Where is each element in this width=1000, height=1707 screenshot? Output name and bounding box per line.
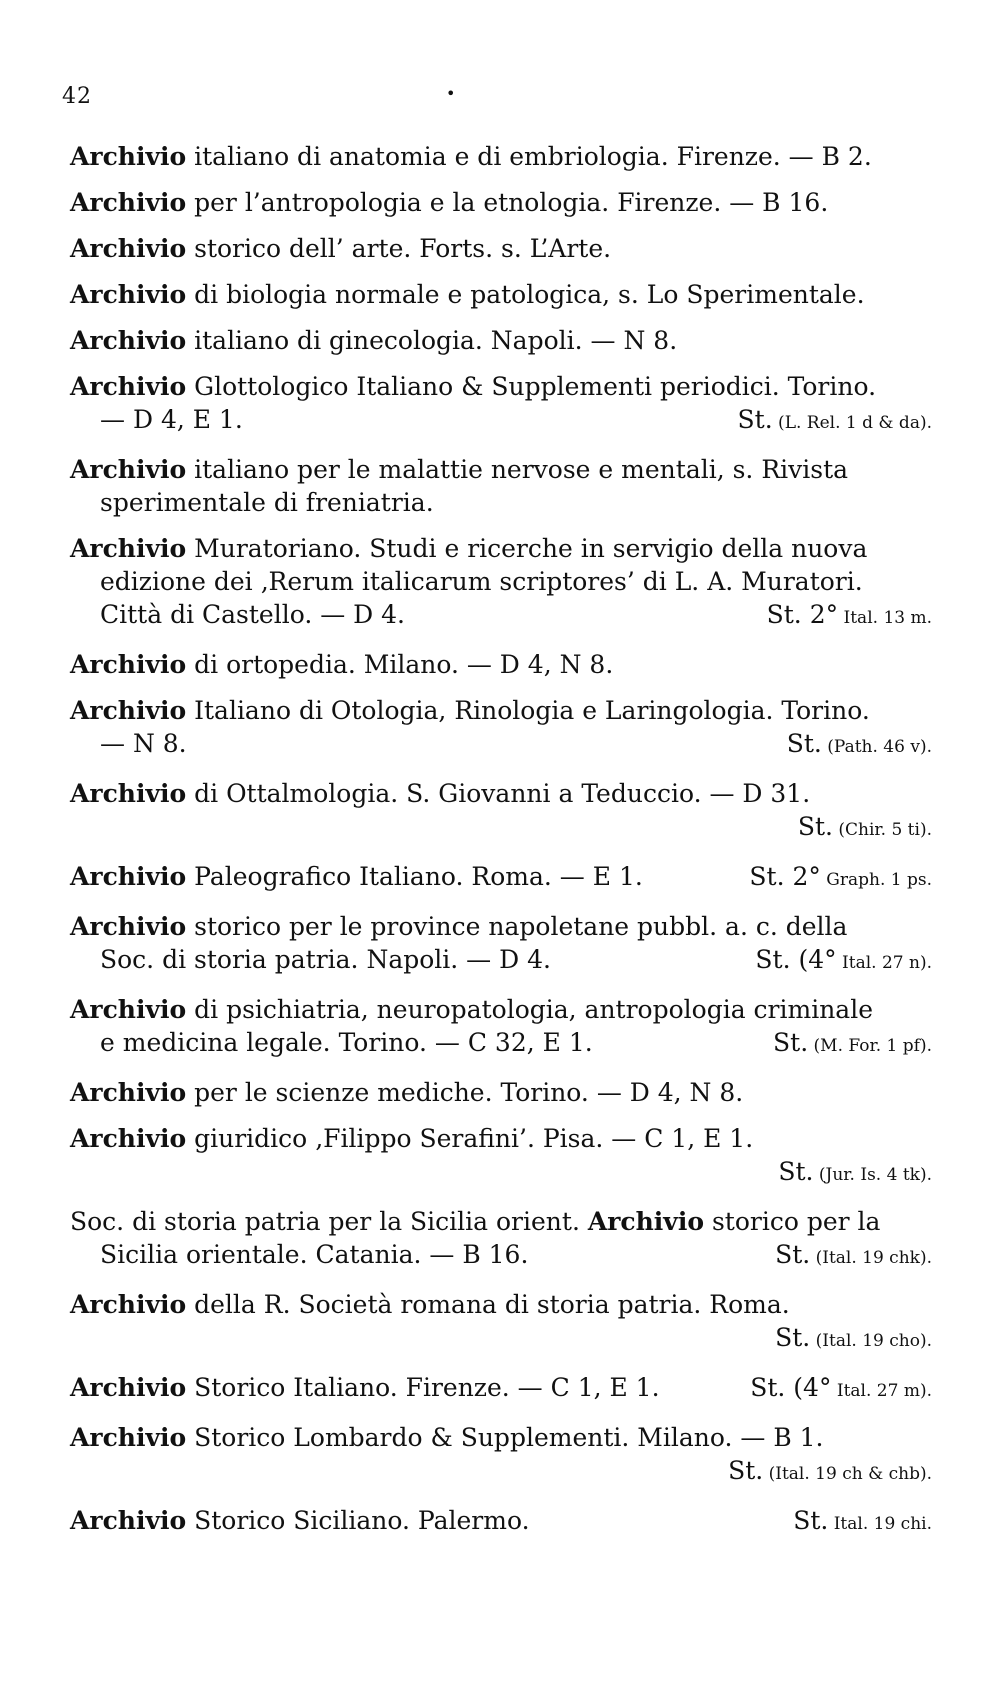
entry-text-left	[70, 694, 870, 727]
entry-keyword: Archivio	[70, 326, 187, 355]
catalog-entry	[70, 453, 932, 519]
shelfmark-prefix: St.	[773, 1028, 809, 1057]
entry-keyword: Archivio	[70, 372, 187, 401]
entry-text: storico per la	[704, 1207, 881, 1236]
shelfmark-code: Graph. 1 ps.	[820, 870, 932, 890]
entry-text-left	[70, 1504, 530, 1541]
entry-line	[70, 1238, 932, 1275]
shelfmark-code: (Ital. 19 chk).	[810, 1248, 932, 1268]
entry-keyword: Archivio	[70, 1506, 187, 1535]
entry-text: e medicina legale. Torino. — C 32, E 1.	[100, 1028, 593, 1057]
entry-text: edizione dei ‚Rerum italicarum scriptores’ di L. A. Muratori.	[100, 567, 863, 596]
entry-text: — N 8.	[100, 729, 187, 758]
entry-line	[70, 694, 932, 727]
entry-keyword: Archivio	[70, 1423, 187, 1452]
entry-text: della R. Società romana di storia patria. Roma.	[186, 1290, 790, 1319]
shelfmark-prefix: St.	[737, 405, 773, 434]
shelfmark-code: (L. Rel. 1 d & da).	[772, 413, 932, 433]
entry-line	[70, 1321, 932, 1358]
shelfmark-prefix: St.	[775, 1323, 811, 1352]
entry-text-left	[70, 860, 643, 897]
entry-keyword: Archivio	[70, 696, 187, 725]
entry-line	[70, 532, 932, 565]
entry-keyword: Archivio	[70, 455, 187, 484]
entry-text: Storico Italiano. Firenze. — C 1, E 1.	[186, 1373, 660, 1402]
entry-text: di psichiatria, neuropatologia, antropologia criminale	[186, 995, 873, 1024]
shelfmark-code: Ital. 27 n).	[836, 953, 932, 973]
entry-line	[70, 943, 932, 980]
catalog-entry	[70, 1421, 932, 1491]
entry-text-left	[70, 648, 613, 681]
entry-line	[70, 1454, 932, 1491]
shelfmark	[755, 943, 932, 980]
entry-keyword: Archivio	[587, 1207, 705, 1236]
shelfmark-code: (Chir. 5 ti).	[832, 820, 932, 840]
catalog-entry	[70, 232, 932, 265]
entry-line	[70, 910, 932, 943]
entry-line	[70, 1155, 932, 1192]
catalog-entry	[70, 1371, 932, 1408]
entry-text-left	[70, 1371, 660, 1408]
catalog-entries	[70, 140, 932, 1554]
entry-keyword: Archivio	[70, 912, 187, 941]
entry-keyword: Archivio	[70, 1078, 187, 1107]
entry-line	[70, 860, 932, 897]
shelfmark	[767, 598, 932, 635]
entry-text-left	[70, 777, 810, 810]
entry-text: storico dell’ arte. Forts. s. L’Arte.	[186, 234, 612, 263]
entry-text-left	[70, 1076, 743, 1109]
entry-text: di biologia normale e patologica, s. Lo Sperimentale.	[186, 280, 865, 309]
catalog-entry	[70, 1288, 932, 1358]
entry-text-left	[100, 943, 551, 980]
catalog-entry	[70, 694, 932, 764]
entry-text-left	[70, 1421, 824, 1454]
entry-line	[70, 1076, 932, 1109]
entry-line	[70, 1122, 932, 1155]
shelfmark	[773, 1026, 932, 1063]
shelfmark-code: (Jur. Is. 4 tk).	[813, 1165, 932, 1185]
entry-line	[70, 1205, 932, 1238]
catalog-entry	[70, 993, 932, 1063]
entry-text-left	[70, 1122, 753, 1155]
catalog-entry	[70, 324, 932, 357]
shelfmark	[793, 1504, 932, 1541]
catalog-entry	[70, 1205, 932, 1275]
entry-text: Sicilia orientale. Catania. — B 16.	[100, 1240, 529, 1269]
catalog-entry	[70, 860, 932, 897]
entry-line	[70, 186, 932, 219]
entry-text-left	[100, 1238, 528, 1275]
entry-keyword: Archivio	[70, 650, 187, 679]
shelfmark-prefix: St.	[728, 1456, 764, 1485]
entry-text: — D 4, E 1.	[100, 405, 243, 434]
entry-text: di Ottalmologia. S. Giovanni a Teduccio. — D 31.	[186, 779, 811, 808]
entry-keyword: Archivio	[70, 280, 187, 309]
entry-keyword: Archivio	[70, 188, 187, 217]
shelfmark-prefix: St. 2°	[766, 600, 839, 629]
entry-text-left	[100, 598, 405, 635]
entry-line	[70, 232, 932, 265]
entry-line	[70, 370, 932, 403]
entry-keyword: Archivio	[70, 1124, 187, 1153]
shelfmark-code: (Ital. 19 ch & chb).	[763, 1464, 932, 1484]
catalog-entry	[70, 532, 932, 635]
shelfmark-prefix: St.	[793, 1506, 829, 1535]
entry-keyword: Archivio	[70, 995, 187, 1024]
shelfmark-prefix: St. (4°	[750, 1373, 832, 1402]
entry-line	[70, 1026, 932, 1063]
entry-line	[70, 140, 932, 173]
shelfmark-prefix: St.	[775, 1240, 811, 1269]
entry-text: di ortopedia. Milano. — D 4, N 8.	[186, 650, 614, 679]
shelfmark-code: (Path. 46 v).	[821, 737, 932, 757]
entry-text: giuridico ‚Filippo Serafini’. Pisa. — C 1, E 1.	[186, 1124, 754, 1153]
catalog-entry	[70, 370, 932, 440]
shelfmark-prefix: St.	[778, 1157, 814, 1186]
entry-keyword: Archivio	[70, 234, 187, 263]
entry-text-left	[100, 486, 434, 519]
entry-text: Città di Castello. — D 4.	[100, 600, 406, 629]
entry-text: Paleografico Italiano. Roma. — E 1.	[186, 862, 643, 891]
shelfmark	[728, 1454, 932, 1491]
shelfmark-code: Ital. 19 chi.	[828, 1514, 932, 1534]
entry-text: Soc. di storia patria. Napoli. — D 4.	[100, 945, 551, 974]
entry-text-left	[70, 453, 848, 486]
shelfmark	[749, 860, 932, 897]
shelfmark-prefix: St. (4°	[755, 945, 837, 974]
entry-keyword: Archivio	[70, 862, 187, 891]
shelfmark	[775, 1238, 932, 1275]
entry-line	[70, 1371, 932, 1408]
entry-line	[70, 1288, 932, 1321]
entry-keyword: Archivio	[70, 534, 187, 563]
entry-text-left	[70, 186, 828, 219]
entry-text: storico per le province napoletane pubbl. a. c. della	[186, 912, 848, 941]
entry-text: per l’antropologia e la etnologia. Firenze. — B 16.	[186, 188, 829, 217]
entry-text: Glottologico Italiano & Supplementi periodici. Torino.	[186, 372, 877, 401]
entry-text: Muratoriano. Studi e ricerche in servigio della nuova	[186, 534, 868, 563]
entry-keyword: Archivio	[70, 142, 187, 171]
entry-line	[70, 1504, 932, 1541]
shelfmark-prefix: St.	[797, 812, 833, 841]
entry-text: italiano di anatomia e di embriologia. Firenze. — B 2.	[186, 142, 872, 171]
catalog-entry	[70, 186, 932, 219]
entry-line	[70, 993, 932, 1026]
shelfmark-code: (Ital. 19 cho).	[810, 1331, 932, 1351]
shelfmark-code: (M. For. 1 pf).	[808, 1036, 932, 1056]
shelfmark	[750, 1371, 932, 1408]
page-mark: •	[446, 84, 456, 103]
catalog-entry	[70, 1122, 932, 1192]
entry-text-left	[70, 232, 611, 265]
catalog-entry	[70, 278, 932, 311]
entry-line	[70, 598, 932, 635]
entry-line	[70, 324, 932, 357]
shelfmark	[778, 1155, 932, 1192]
shelfmark	[798, 810, 932, 847]
entry-text: Italiano di Otologia, Rinologia e Laringologia. Torino.	[186, 696, 870, 725]
entry-text-left	[70, 532, 867, 565]
entry-text: Storico Siciliano. Palermo.	[186, 1506, 530, 1535]
entry-text-left	[70, 1205, 880, 1238]
entry-text-left	[70, 324, 677, 357]
entry-line	[70, 278, 932, 311]
entry-text-left	[70, 370, 876, 403]
entry-text: Storico Lombardo & Supplementi. Milano. — B 1.	[186, 1423, 824, 1452]
shelfmark-code: Ital. 27 m).	[831, 1381, 932, 1401]
entry-text-left	[100, 403, 243, 440]
entry-keyword: Archivio	[70, 1373, 187, 1402]
entry-keyword: Archivio	[70, 779, 187, 808]
entry-keyword: Archivio	[70, 1290, 187, 1319]
entry-line	[70, 810, 932, 847]
entry-text: sperimentale di freniatria.	[100, 488, 434, 517]
catalog-entry	[70, 140, 932, 173]
catalog-entry	[70, 1504, 932, 1541]
entry-line	[70, 565, 932, 598]
catalog-entry	[70, 1076, 932, 1109]
entry-text: per le scienze mediche. Torino. — D 4, N 8.	[186, 1078, 744, 1107]
shelfmark	[787, 727, 932, 764]
entry-line	[70, 486, 932, 519]
entry-text-left	[100, 1026, 593, 1063]
entry-text-left	[70, 140, 872, 173]
entry-line	[70, 403, 932, 440]
catalog-entry	[70, 910, 932, 980]
entry-line	[70, 648, 932, 681]
entry-text-left	[100, 727, 187, 764]
entry-text-left	[70, 278, 865, 311]
entry-line	[70, 453, 932, 486]
entry-prefix: Soc. di storia patria per la Sicilia orient.	[70, 1207, 588, 1236]
entry-text-left	[100, 565, 863, 598]
entry-line	[70, 1421, 932, 1454]
entry-text-left	[70, 910, 847, 943]
shelfmark-prefix: St.	[786, 729, 822, 758]
shelfmark-prefix: St. 2°	[749, 862, 821, 891]
catalog-entry	[70, 648, 932, 681]
entry-text: italiano di ginecologia. Napoli. — N 8.	[186, 326, 678, 355]
shelfmark-code: Ital. 13 m.	[838, 608, 932, 628]
entry-line	[70, 727, 932, 764]
shelfmark	[775, 1321, 932, 1358]
page-number: 42	[62, 84, 92, 109]
entry-text-left	[70, 1288, 790, 1321]
catalog-entry	[70, 777, 932, 847]
shelfmark	[738, 403, 932, 440]
entry-text: italiano per le malattie nervose e mentali, s. Rivista	[186, 455, 849, 484]
entry-text-left	[70, 993, 873, 1026]
entry-line	[70, 777, 932, 810]
